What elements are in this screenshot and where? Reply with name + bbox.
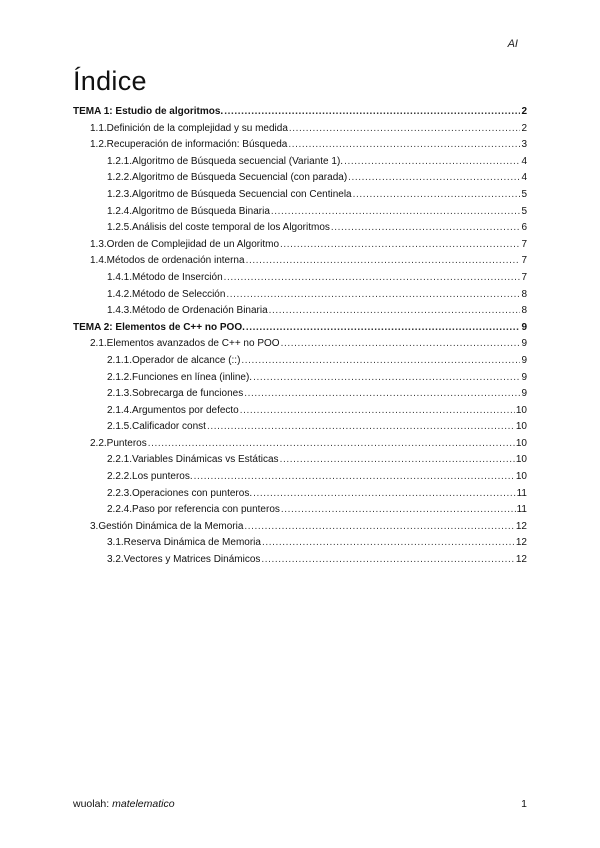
- toc-leader-dots: [224, 106, 520, 117]
- toc-entry-page: 10: [515, 404, 527, 416]
- toc-entry[interactable]: [73, 322, 527, 339]
- toc-entry-page: 8: [521, 305, 527, 317]
- toc-entry-page: 4: [521, 172, 527, 184]
- toc-leader-dots: [289, 123, 521, 134]
- toc-entry[interactable]: [73, 405, 527, 422]
- toc-leader-dots: [246, 255, 521, 266]
- toc-leader-dots: [246, 322, 521, 333]
- toc-entry[interactable]: [73, 537, 527, 554]
- toc-entry[interactable]: [73, 488, 527, 505]
- toc-leader-dots: [241, 355, 520, 366]
- toc-entry-page: 9: [521, 321, 527, 333]
- toc-leader-dots: [280, 454, 515, 465]
- toc-leader-dots: [244, 388, 520, 399]
- toc-entry-page: 2: [521, 106, 527, 117]
- toc-entry[interactable]: [73, 239, 527, 256]
- toc-leader-dots: [281, 504, 516, 515]
- toc-entry[interactable]: [73, 222, 527, 239]
- toc-entry-page: 7: [521, 238, 527, 250]
- toc-entry[interactable]: [73, 421, 527, 438]
- toc-leader-dots: [261, 554, 514, 565]
- toc-entry-label: 1.2.Recuperación de información: Búsqueda: [90, 139, 288, 151]
- footer-page-number: 1: [521, 798, 527, 810]
- toc-entry[interactable]: [73, 504, 527, 521]
- toc-entry[interactable]: [73, 139, 527, 156]
- toc-entry-page: 10: [515, 471, 527, 483]
- toc-entry-label: 3.1.Reserva Dinámica de Memoria: [107, 537, 261, 549]
- toc-entry[interactable]: [73, 521, 527, 538]
- toc-entry-label: 1.2.5.Análisis del coste temporal de los Algoritmos: [107, 222, 330, 234]
- toc-entry[interactable]: [73, 372, 527, 389]
- footer: [73, 798, 527, 810]
- toc-entry[interactable]: [73, 355, 527, 372]
- toc-entry-label: 1.2.3.Algoritmo de Búsqueda Secuencial con Centinela: [107, 188, 352, 200]
- toc-leader-dots: [288, 139, 520, 150]
- toc-entry-page: 5: [521, 188, 527, 200]
- toc-leader-dots: [194, 471, 515, 482]
- toc-entry[interactable]: [73, 305, 527, 322]
- toc-leader-dots: [262, 537, 515, 548]
- toc-entry-page: 9: [521, 388, 527, 400]
- toc-entry-page: 11: [516, 504, 527, 516]
- toc-entry-label: 1.4.1.Método de Inserción: [107, 271, 223, 283]
- toc-entry-page: 12: [515, 520, 527, 532]
- toc-entry[interactable]: [73, 106, 527, 123]
- toc-entry-label: 2.1.1.Operador de alcance (::): [107, 354, 241, 366]
- toc-entry-label: TEMA 2: Elementos de C++ no POO.: [73, 321, 245, 333]
- footer-credit: [73, 798, 175, 810]
- toc-leader-dots: [244, 521, 514, 532]
- toc-leader-dots: [148, 438, 515, 449]
- toc-leader-dots: [224, 272, 521, 283]
- toc-entry-label: 2.2.1.Variables Dinámicas vs Estáticas: [107, 454, 279, 466]
- toc-entry-label: 1.2.2.Algoritmo de Búsqueda Secuencial (con parada): [107, 172, 348, 184]
- toc-entry-label: 1.2.1.Algoritmo de Búsqueda secuencial (Variante 1).: [107, 155, 344, 167]
- toc-entry[interactable]: [73, 454, 527, 471]
- toc-entry-page: 11: [516, 487, 527, 499]
- toc-entry-label: 2.1.4.Argumentos por defecto: [107, 404, 239, 416]
- toc-entry-label: 2.1.5.Calificador const: [107, 421, 206, 433]
- toc-entry[interactable]: [73, 172, 527, 189]
- toc-entry-label: 2.2.2.Los punteros.: [107, 471, 193, 483]
- toc-entry-page: 3: [521, 139, 527, 151]
- toc-entry-label: 2.2.Punteros: [90, 437, 147, 449]
- toc-entry-page: 6: [521, 222, 527, 234]
- toc-leader-dots: [281, 338, 521, 349]
- toc-entry-label: 2.1.Elementos avanzados de C++ no POO: [90, 338, 280, 350]
- toc-entry[interactable]: [73, 156, 527, 173]
- toc-leader-dots: [353, 189, 521, 200]
- toc-entry[interactable]: [73, 289, 527, 306]
- toc-entry-label: 3.2.Vectores y Matrices Dinámicos: [107, 554, 261, 566]
- toc-entry-label: 3.Gestión Dinámica de la Memoria: [90, 520, 244, 532]
- toc-entry-label: 1.4.2.Método de Selección: [107, 288, 226, 300]
- toc-entry-label: 1.1.Definición de la complejidad y su medida: [90, 122, 288, 134]
- toc-entry-page: 10: [515, 454, 527, 466]
- toc-entry-label: 2.1.2.Funciones en línea (inline).: [107, 371, 253, 383]
- toc-entry[interactable]: [73, 272, 527, 289]
- toc-entry[interactable]: [73, 438, 527, 455]
- toc-entry-label: 1.4.Métodos de ordenación interna: [90, 255, 245, 267]
- toc-entry-page: 7: [521, 255, 527, 267]
- footer-source: wuolah:: [73, 798, 110, 810]
- toc-entry-page: 12: [515, 554, 527, 566]
- toc-leader-dots: [269, 305, 521, 316]
- toc-entry-label: 2.2.3.Operaciones con punteros.: [107, 487, 253, 499]
- toc-entry-page: 9: [521, 371, 527, 383]
- toc-entry-page: 7: [521, 271, 527, 283]
- toc-entry[interactable]: [73, 554, 527, 571]
- toc-entry-page: 8: [521, 288, 527, 300]
- toc-entry-page: 2: [521, 122, 527, 134]
- toc-entry-page: 5: [521, 205, 527, 217]
- toc-entry[interactable]: [73, 255, 527, 272]
- toc-entry-label: TEMA 1: Estudio de algoritmos.: [73, 106, 224, 117]
- toc-entry-label: 2.2.4.Paso por referencia con punteros: [107, 504, 280, 516]
- toc-entry-page: 9: [521, 354, 527, 366]
- table-of-contents: [73, 106, 527, 571]
- toc-entry-label: 2.1.3.Sobrecarga de funciones: [107, 388, 244, 400]
- toc-entry-label: 1.3.Orden de Complejidad de un Algoritmo: [90, 238, 280, 250]
- toc-leader-dots: [240, 405, 515, 416]
- toc-entry[interactable]: [73, 471, 527, 488]
- toc-leader-dots: [271, 206, 521, 217]
- toc-entry-page: 12: [515, 537, 527, 549]
- toc-leader-dots: [207, 421, 515, 432]
- toc-leader-dots: [226, 289, 520, 300]
- toc-entry[interactable]: [73, 388, 527, 405]
- toc-entry[interactable]: [73, 338, 527, 355]
- toc-entry-page: 10: [515, 421, 527, 433]
- toc-leader-dots: [253, 488, 516, 499]
- toc-leader-dots: [348, 172, 520, 183]
- toc-entry[interactable]: [73, 189, 527, 206]
- toc-entry[interactable]: [73, 123, 527, 140]
- header-tag: AI: [507, 38, 518, 50]
- toc-entry-page: 4: [521, 155, 527, 167]
- page-title: Índice: [73, 66, 147, 96]
- toc-entry-page: 9: [521, 338, 527, 350]
- toc-leader-dots: [344, 156, 520, 167]
- toc-leader-dots: [331, 222, 521, 233]
- toc-entry[interactable]: [73, 206, 527, 223]
- toc-entry-page: 10: [515, 437, 527, 449]
- toc-entry-label: 1.4.3.Método de Ordenación Binaria: [107, 305, 268, 317]
- footer-user[interactable]: matelematico: [112, 798, 175, 810]
- toc-entry-label: 1.2.4.Algoritmo de Búsqueda Binaria: [107, 205, 270, 217]
- toc-leader-dots: [280, 239, 520, 250]
- toc-leader-dots: [253, 372, 520, 383]
